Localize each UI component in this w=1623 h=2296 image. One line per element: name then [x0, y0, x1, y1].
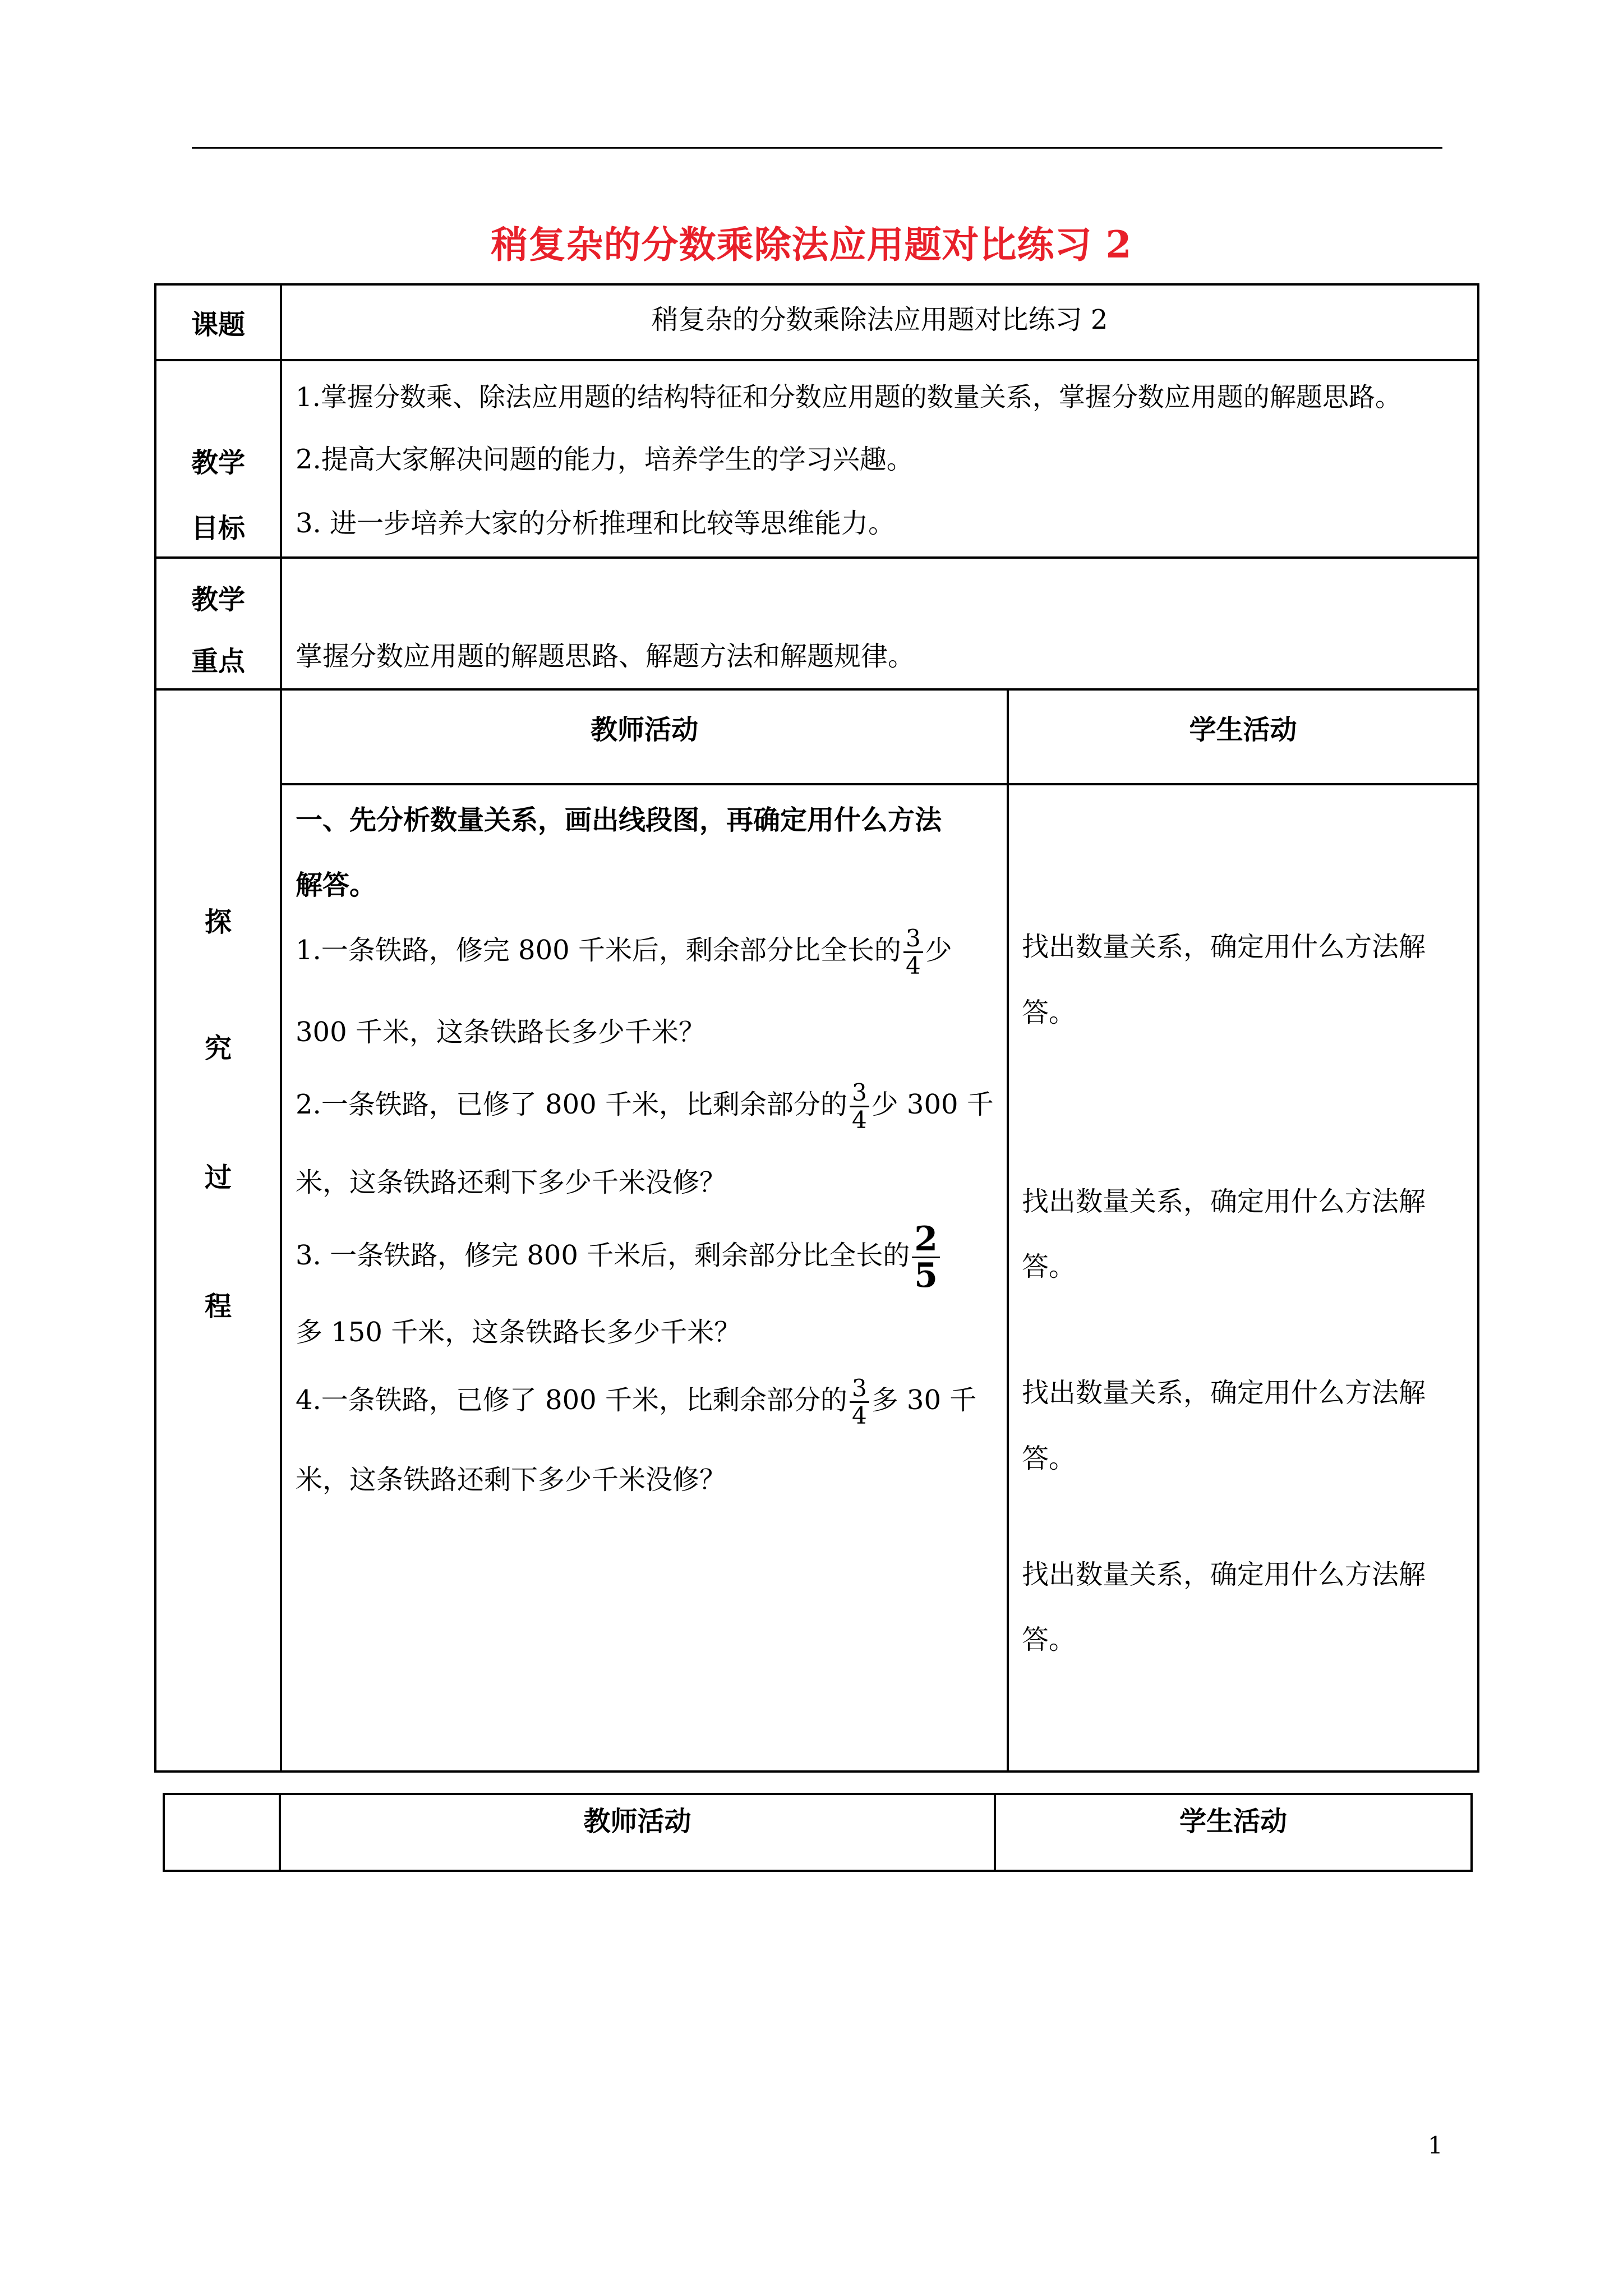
problem-4-line2: 米，这条铁路还剩下多少千米没修？: [296, 1464, 727, 1496]
row-divider: [280, 783, 1479, 785]
section-heading: 一、先分析数量关系，画出线段图，再确定用什么方法: [296, 804, 942, 836]
process-label-char: 程: [204, 1291, 232, 1322]
fraction-denominator: 4: [851, 1106, 867, 1134]
goal-item: 3. 进一步培养大家的分析推理和比较等思维能力。: [296, 508, 896, 539]
problem-2-line2: 米，这条铁路还剩下多少千米没修？: [296, 1167, 727, 1198]
process-label-char: 探: [204, 907, 232, 938]
problem-text: 少 300 千: [871, 1089, 994, 1120]
student-note: 找出数量关系，确定用什么方法解: [1022, 931, 1426, 963]
fraction-denominator: 4: [905, 952, 921, 979]
goals-label-line2: 目标: [191, 513, 245, 544]
key-points-value: 掌握分数应用题的解题思路、解题方法和解题规律。: [296, 641, 915, 672]
topic-label: 课题: [191, 309, 245, 341]
student-note: 找出数量关系，确定用什么方法解: [1022, 1186, 1426, 1217]
problem-text: 4.一条铁路，已修了 800 千米，比剩余部分的: [296, 1384, 847, 1416]
page-number: 1: [1428, 2132, 1443, 2159]
section-heading-cont: 解答。: [296, 869, 377, 901]
student-note: 找出数量关系，确定用什么方法解: [1022, 1377, 1426, 1409]
problem-text: 2.一条铁路，已修了 800 千米，比剩余部分的: [296, 1089, 847, 1120]
problem-text: 多 30 千: [871, 1384, 977, 1416]
problem-2-line1: [296, 1080, 994, 1133]
problem-3-line2: 多 150 千米，这条铁路长多少千米？: [296, 1317, 741, 1348]
fraction-numerator: 3: [850, 1375, 869, 1403]
teacher-activity-header: 教师活动: [590, 714, 698, 746]
student-activity-header: 学生活动: [1189, 714, 1297, 746]
header-rule: [192, 147, 1442, 149]
fraction-denominator: 5: [914, 1256, 938, 1295]
problem-1-line1: [296, 926, 952, 979]
student-note-cont: 答。: [1022, 1251, 1076, 1282]
student-note-cont: 答。: [1022, 997, 1076, 1028]
topic-value: 稍复杂的分数乘除法应用题对比练习 2: [651, 304, 1108, 335]
row-divider: [154, 556, 1479, 559]
fraction-numerator: 3: [850, 1080, 869, 1107]
problem-text: 1.一条铁路，修完 800 千米后，剩余部分比全长的: [296, 935, 901, 966]
fraction: [850, 1375, 869, 1429]
problem-1-line2: 300 千米，这条铁路长多少千米？: [296, 1016, 706, 1048]
problem-text: 少: [925, 935, 952, 966]
row-divider: [154, 359, 1479, 361]
document-title: 稍复杂的分数乘除法应用题对比练习 2: [491, 223, 1132, 266]
key-points-label-line1: 教学: [191, 584, 245, 615]
fraction: [912, 1222, 940, 1293]
student-note: 找出数量关系，确定用什么方法解: [1022, 1559, 1426, 1590]
process-label-char: 过: [204, 1162, 232, 1193]
fraction-numerator: 2: [912, 1222, 940, 1258]
fraction: [850, 1080, 869, 1133]
row-divider: [154, 688, 1479, 691]
goals-label-line1: 教学: [191, 447, 245, 478]
student-note-cont: 答。: [1022, 1624, 1076, 1655]
label-column-divider: [280, 283, 282, 1773]
activity-column-divider: [1007, 688, 1009, 1773]
fraction-numerator: 3: [903, 926, 923, 953]
teacher-activity-header: 教师活动: [583, 1806, 691, 1837]
fraction: [903, 926, 923, 979]
problem-text: 3. 一条铁路，修完 800 千米后，剩余部分比全长的: [296, 1240, 910, 1271]
student-note-cont: 答。: [1022, 1443, 1076, 1474]
goal-item: 1.掌握分数乘、除法应用题的结构特征和分数应用题的数量关系，掌握分数应用题的解题思路。: [296, 382, 1401, 413]
goal-item: 2.提高大家解决问题的能力，培养学生的学习兴趣。: [296, 444, 914, 475]
problem-3-line1: [296, 1222, 942, 1293]
fraction-denominator: 4: [851, 1402, 867, 1429]
problem-4-line1: [296, 1375, 976, 1429]
student-activity-header: 学生活动: [1179, 1806, 1287, 1837]
process-label-char: 究: [204, 1033, 232, 1064]
key-points-label-line2: 重点: [191, 646, 245, 677]
